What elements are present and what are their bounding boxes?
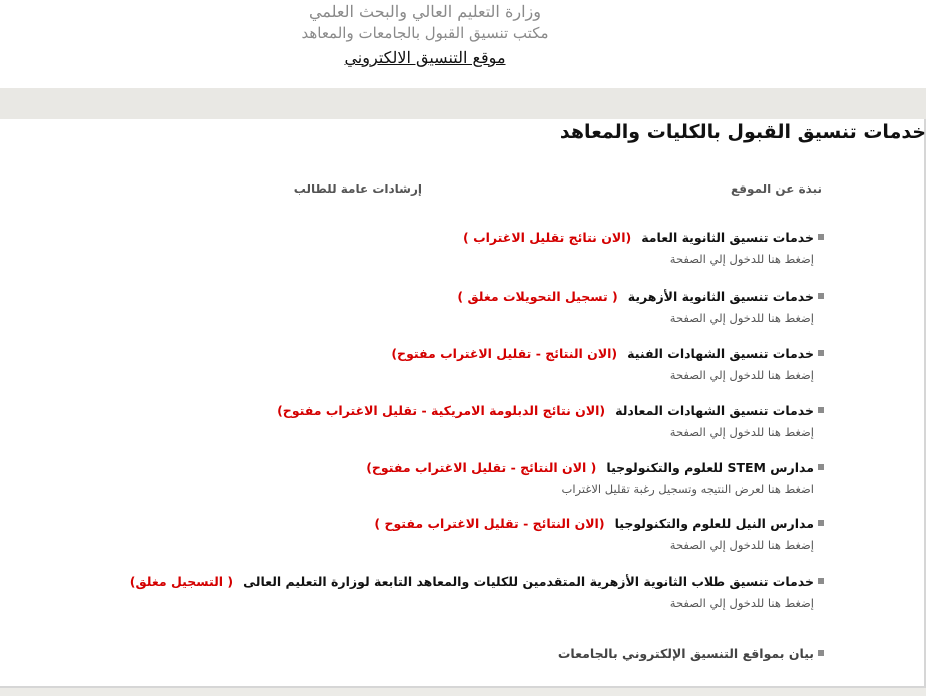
- service-item-azhar-students-higher-ed: [114, 574, 814, 611]
- service-item-azhar-secondary: [114, 289, 814, 326]
- service-status: (الان النتائج - تقليل الاغتراب مفتوح): [391, 346, 618, 361]
- about-site-link[interactable]: نبذة عن الموقع: [730, 182, 822, 196]
- service-status: (الان النتائج - تقليل الاغتراب مفتوح ): [374, 516, 605, 531]
- bullet-icon: [818, 407, 824, 413]
- bullet-icon: [818, 350, 824, 356]
- bottom-strip: [0, 688, 926, 696]
- service-item-stem-schools: [114, 460, 814, 497]
- service-status: (الان نتائج تقليل الاغتراب ): [463, 230, 632, 245]
- bullet-icon: [818, 650, 824, 656]
- bullet-icon: [818, 578, 824, 584]
- service-title[interactable]: خدمات تنسيق الشهادات الفنية(الان النتائج - تقليل الاغتراب مفتوح): [391, 346, 814, 361]
- bullet-icon: [818, 464, 824, 470]
- service-status: ( تسجيل التحويلات مغلق ): [457, 289, 618, 304]
- service-title[interactable]: مدارس STEM للعلوم والتكنولوجيا( الان النتائج - تقليل الاغتراب مفتوح): [366, 460, 814, 475]
- service-enter-link[interactable]: إضغط هنا للدخول إلي الصفحة: [669, 252, 814, 266]
- service-title[interactable]: خدمات تنسيق الثانوية الأزهرية( تسجيل التحويلات مغلق ): [457, 289, 814, 304]
- service-enter-link[interactable]: إضغط هنا للدخول إلي الصفحة: [669, 425, 814, 439]
- bullet-icon: [818, 293, 824, 299]
- service-status: (الان نتائج الدبلومة الامريكية - تقليل الاغتراب مفتوح): [277, 403, 606, 418]
- site-home-link[interactable]: موقع التنسيق الالكتروني: [344, 48, 506, 67]
- service-title[interactable]: خدمات تنسيق الثانوية العامة(الان نتائج تقليل الاغتراب ): [463, 230, 814, 245]
- service-enter-link[interactable]: إضغط هنا للدخول إلي الصفحة: [669, 596, 814, 610]
- bullet-icon: [818, 520, 824, 526]
- service-enter-link[interactable]: إضغط هنا للدخول إلي الصفحة: [669, 311, 814, 325]
- service-title[interactable]: خدمات تنسيق طلاب الثانوية الأزهرية المتقدمين للكليات والمعاهد التابعة لوزارة التعليم العالى( التسجيل مغلق): [129, 574, 814, 589]
- service-item-nile-schools: [114, 516, 814, 553]
- header-divider-band: [0, 88, 926, 119]
- service-item-general-secondary: [114, 230, 814, 267]
- office-name: مكتب تنسيق القبول بالجامعات والمعاهد: [301, 24, 549, 42]
- bullet-icon: [818, 234, 824, 240]
- universities-sites-item: [114, 646, 814, 662]
- service-title[interactable]: خدمات تنسيق الشهادات المعادلة(الان نتائج الدبلومة الامريكية - تقليل الاغتراب مفتوح): [277, 403, 814, 418]
- student-guidance-link[interactable]: إرشادات عامة للطالب: [293, 182, 422, 196]
- service-status: ( التسجيل مغلق): [129, 574, 234, 589]
- service-enter-link[interactable]: إضغط هنا للدخول إلي الصفحة: [669, 368, 814, 382]
- page-title: خدمات تنسيق القبول بالكليات والمعاهد: [559, 121, 926, 143]
- universities-sites-link[interactable]: بيان بمواقع التنسيق الإلكتروني بالجامعات: [557, 646, 814, 661]
- service-item-technical-certificates: [114, 346, 814, 383]
- ministry-name: وزارة التعليم العالي والبحث العلمي: [309, 2, 541, 21]
- site-header: [0, 0, 926, 88]
- service-enter-link[interactable]: اضغط هنا لعرض النتيجه وتسجيل رغبة تقليل الاغتراب: [561, 482, 814, 496]
- service-enter-link[interactable]: إضغط هنا للدخول إلي الصفحة: [669, 538, 814, 552]
- service-status: ( الان النتائج - تقليل الاغتراب مفتوح): [366, 460, 597, 475]
- service-title[interactable]: مدارس النيل للعلوم والتكنولوجيا(الان النتائج - تقليل الاغتراب مفتوح ): [374, 516, 814, 531]
- service-item-equivalent-certificates: [114, 403, 814, 440]
